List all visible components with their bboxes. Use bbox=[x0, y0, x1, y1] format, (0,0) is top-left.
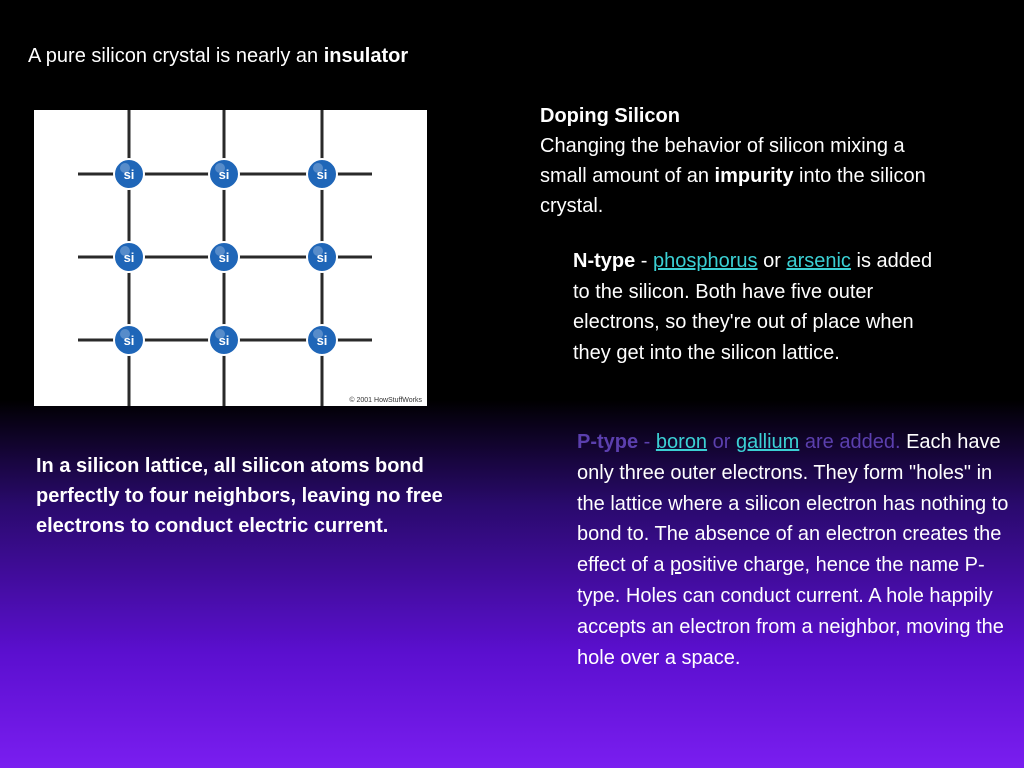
silicon-lattice-image bbox=[34, 110, 427, 406]
ntype-or: or bbox=[757, 250, 787, 272]
arsenic-link[interactable]: arsenic bbox=[786, 250, 851, 272]
ptype-sep: - bbox=[638, 431, 656, 453]
title-text: A pure silicon crystal is nearly an bbox=[28, 45, 324, 67]
ptype-or: or bbox=[707, 431, 736, 453]
slide-title bbox=[28, 42, 408, 70]
doping-section bbox=[540, 101, 940, 221]
silicon-atom-label: si bbox=[123, 250, 135, 265]
ntype-label: N-type bbox=[573, 250, 636, 272]
doping-line1: Changing the behavior of silicon mixing a small amount of an bbox=[540, 135, 905, 187]
gallium-link[interactable]: gallium bbox=[735, 431, 800, 453]
ntype-sep: - bbox=[635, 250, 654, 272]
silicon-atom-label: si bbox=[123, 167, 135, 182]
boron-link[interactable]: boron bbox=[655, 431, 708, 453]
silicon-atom bbox=[209, 242, 239, 272]
phosphorus-link[interactable]: phosphorus bbox=[653, 250, 758, 272]
ntype-text: is added to the silicon. Both have five outer electrons, so they're out of place when they get into the silicon lattice. bbox=[573, 250, 933, 364]
silicon-atom bbox=[307, 242, 337, 272]
ptype-label: P-type bbox=[577, 431, 639, 453]
title-bold-word: insulator bbox=[323, 45, 409, 67]
silicon-atom-label: si bbox=[316, 333, 328, 348]
silicon-atom-label: si bbox=[218, 250, 230, 265]
silicon-atom bbox=[114, 159, 144, 189]
silicon-atom bbox=[209, 159, 239, 189]
ptype-text-b: ositive charge, hence the name P-type. Holes can conduct current. A hole happily accepts an electron from a neighbor, moving the hole over a space. bbox=[577, 554, 1004, 669]
silicon-atom bbox=[307, 325, 337, 355]
silicon-atom bbox=[209, 325, 239, 355]
doping-line2: into the silicon crystal. bbox=[540, 165, 926, 217]
ptype-p-letter: p bbox=[670, 554, 682, 577]
ptype-label-group bbox=[577, 431, 656, 453]
silicon-atom-label: si bbox=[316, 250, 328, 265]
ptype-added: are added. bbox=[799, 431, 901, 453]
silicon-atom-label: si bbox=[218, 167, 230, 182]
silicon-atom bbox=[114, 325, 144, 355]
lattice-caption: In a silicon lattice, all silicon atoms bond perfectly to four neighbors, leaving no free electrons to conduct electric current. bbox=[36, 455, 443, 537]
silicon-atom-label: si bbox=[123, 333, 135, 348]
silicon-atom-label: si bbox=[316, 167, 328, 182]
ntype-section bbox=[573, 246, 953, 368]
silicon-atom-label: si bbox=[218, 333, 230, 348]
silicon-atom bbox=[307, 159, 337, 189]
doping-heading: Doping Silicon bbox=[540, 105, 680, 127]
silicon-atom bbox=[114, 242, 144, 272]
copyright-notice: © 2001 HowStuffWorks bbox=[349, 397, 422, 404]
silicon-lattice-diagram bbox=[34, 110, 427, 406]
ptype-text-a: Each have only three outer electrons. They form "holes" in the lattice where a silicon electron has nothing to bond to. The absence of an electron creates the effect of a bbox=[577, 431, 1009, 577]
doping-description bbox=[540, 131, 940, 221]
impurity-term: impurity bbox=[714, 165, 794, 187]
ptype-section bbox=[577, 427, 1022, 673]
